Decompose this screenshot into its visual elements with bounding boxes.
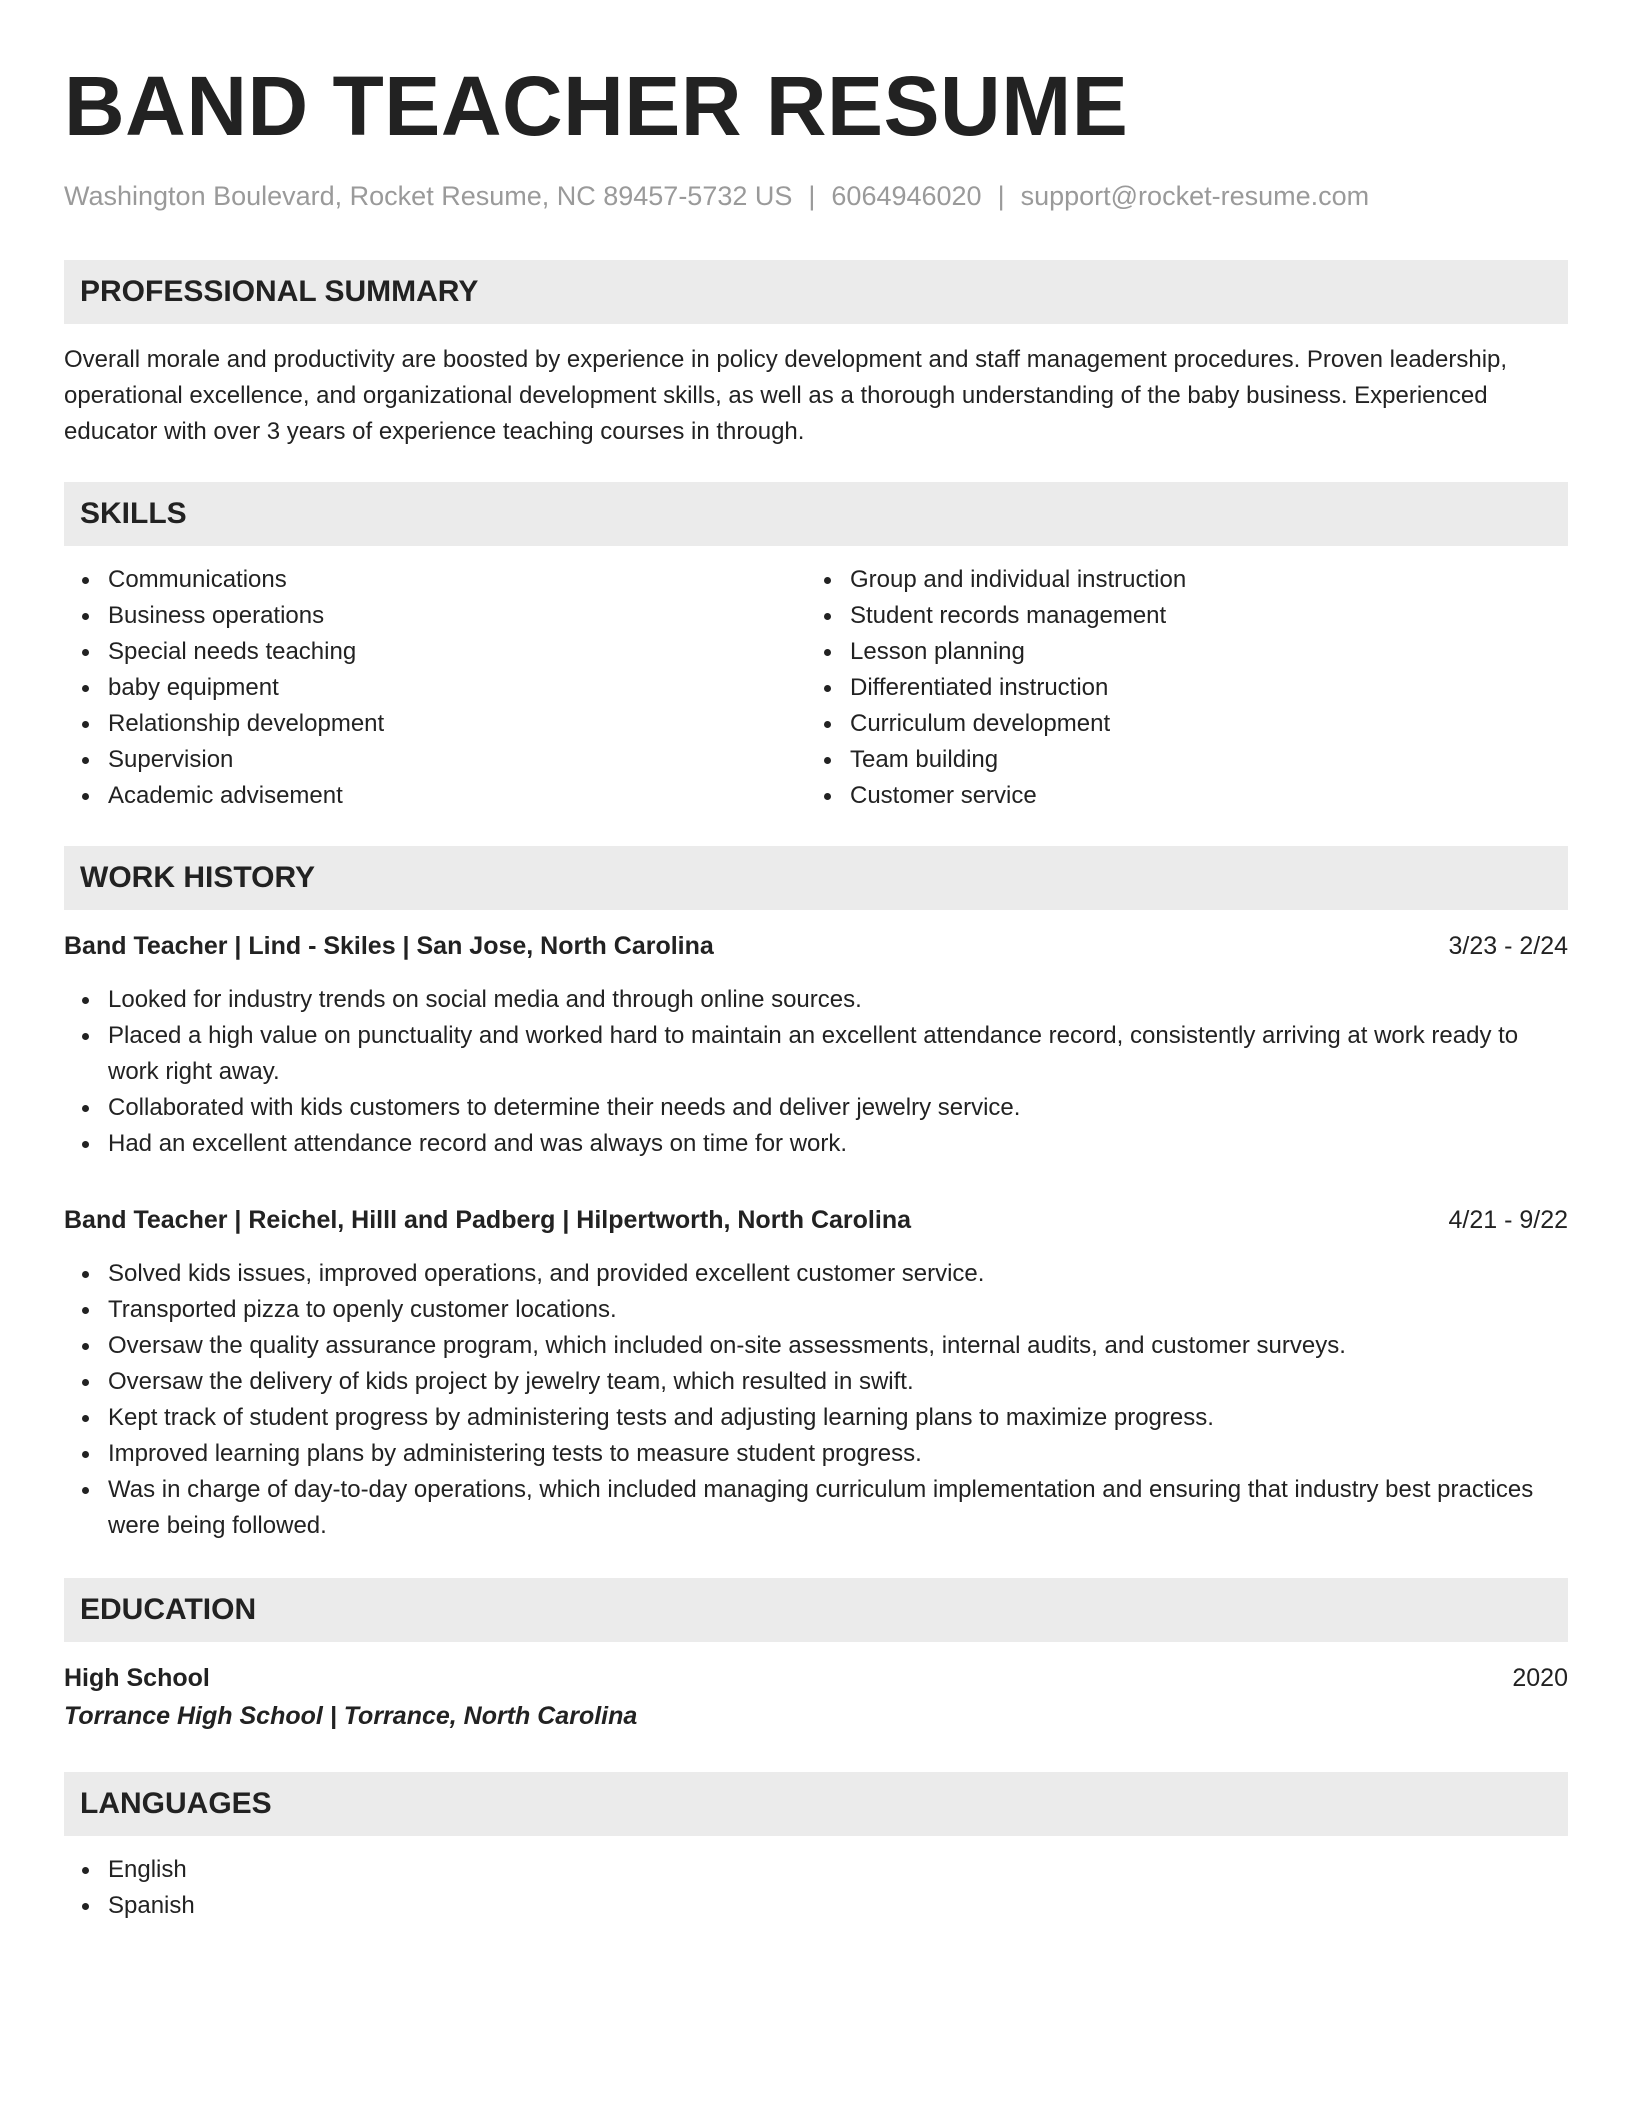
education-header [64,1660,1568,1696]
work-history-section [64,846,1568,1544]
languages-list [64,1852,1568,1924]
job-bullet: Oversaw the quality assurance program, which included on-site assessments, internal audits, and customer surveys. [64,1328,1568,1364]
skill-item: Business operations [64,598,806,634]
job-title: Band Teacher | Reichel, Hilll and Padberg | Hilpertworth, North Carolina [64,1206,911,1234]
summary-heading: PROFESSIONAL SUMMARY [64,260,1568,324]
education-school: Torrance High School | Torrance, North Carolina [64,1702,638,1730]
skill-item: Student records management [806,598,1548,634]
job-entry [64,1202,1568,1544]
skill-item: Customer service [806,778,1548,814]
job-bullet: Oversaw the delivery of kids project by jewelry team, which resulted in swift. [64,1364,1568,1400]
contact-email: support@rocket-resume.com [1020,181,1370,211]
job-header [64,1202,1568,1238]
summary-text: Overall morale and productivity are boosted by experience in policy development and staff management procedures. Proven leadership, operational excellence, and organizational development skills, as well as a thorough understanding of the baby business. Experienced educator with over 3 years of experience teaching courses in through. [64,346,1508,445]
skill-item: Curriculum development [806,706,1548,742]
resume-title: BAND TEACHER RESUME [64,59,1129,153]
contact-phone: 6064946020 [831,181,982,211]
education-section [64,1578,1568,1734]
education-year: 2020 [1512,1664,1568,1692]
job-dates: 3/23 - 2/24 [1448,932,1568,960]
job-entry [64,928,1568,1162]
job-bullets [64,982,1568,1162]
education-heading: EDUCATION [64,1578,1568,1642]
skill-item: Communications [64,562,806,598]
job-dates: 4/21 - 9/22 [1448,1206,1568,1234]
skills-left-list [64,562,806,814]
contact-line [64,178,1568,214]
resume-page [64,56,1568,1924]
skills-columns [64,562,1568,814]
contact-address: Washington Boulevard, Rocket Resume, NC 89457-5732 US [64,181,793,211]
job-bullet: Kept track of student progress by administering tests and adjusting learning plans to maximize progress. [64,1400,1568,1436]
job-bullet: Placed a high value on punctuality and worked hard to maintain an excellent attendance record, consistently arriving at work ready to work right away. [64,1018,1568,1090]
job-bullet: Improved learning plans by administering tests to measure student progress. [64,1436,1568,1472]
job-header [64,928,1568,964]
skill-item: Lesson planning [806,634,1548,670]
job-bullet: Transported pizza to openly customer locations. [64,1292,1568,1328]
job-bullet: Was in charge of day-to-day operations, which included managing curriculum implementation and ensuring that industry best practices were being followed. [64,1472,1568,1544]
skill-item: Special needs teaching [64,634,806,670]
skill-item: baby equipment [64,670,806,706]
education-degree: High School [64,1664,210,1692]
work-history-heading: WORK HISTORY [64,846,1568,910]
job-bullet: Collaborated with kids customers to determine their needs and deliver jewelry service. [64,1090,1568,1126]
skill-item: Team building [806,742,1548,778]
job-bullet: Solved kids issues, improved operations, and provided excellent customer service. [64,1256,1568,1292]
summary-section [64,260,1568,450]
skill-item: Differentiated instruction [806,670,1548,706]
job-bullets [64,1256,1568,1544]
languages-section [64,1772,1568,1924]
skill-item: Academic advisement [64,778,806,814]
language-item: Spanish [64,1888,1568,1924]
skills-section [64,482,1568,814]
skill-item: Relationship development [64,706,806,742]
skills-heading: SKILLS [64,482,1568,546]
skill-item: Supervision [64,742,806,778]
languages-heading: LANGUAGES [64,1772,1568,1836]
skill-item: Group and individual instruction [806,562,1548,598]
job-bullet: Had an excellent attendance record and was always on time for work. [64,1126,1568,1162]
skills-right-list [806,562,1548,814]
job-title: Band Teacher | Lind - Skiles | San Jose, North Carolina [64,932,714,960]
contact-separator: | [997,181,1005,211]
job-bullet: Looked for industry trends on social media and through online sources. [64,982,1568,1018]
language-item: English [64,1852,1568,1888]
contact-separator: | [808,181,816,211]
